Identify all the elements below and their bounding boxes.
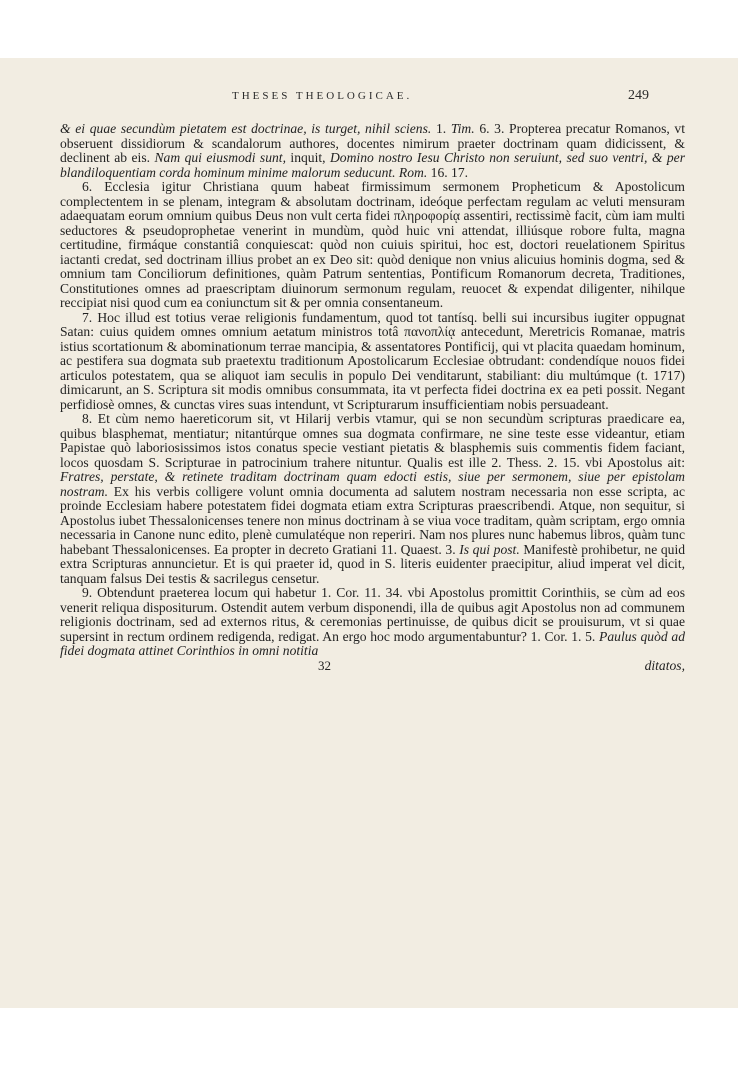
body-text xyxy=(60,122,685,674)
quote-text: Fratres, perstate, & retinete traditam doctrinam quam edocti estis, siue per sermonem, siue per epistolam nostram. xyxy=(60,469,685,499)
running-title: THESES THEOLOGICAE. xyxy=(232,90,413,102)
quote-text: Domino nostro Iesu Christo non seruiunt, sed suo ventri, & per blandiloquentiam corda hominum minime malorum seducunt. Rom. xyxy=(60,150,685,180)
paragraph-text: 8. Et cùm nemo haereticorum sit, vt Hilarij verbis vtamur, qui se non secundùm scripturas praedicare ea, quibus blasphemat, mentiatur; nitantúrque omnes sua dogmata confirmare, ne sine teste esse videantur, etiam Papistae quò laboriosissimos istos conatus specie vestiant pietatis & blasphemis suis commentis fidem faciant, locos quosdam S. Scripturae in patrocinium trahere nituntur. Qualis est ille 2. Thess. 2. 15. vbi Apostolus ait: xyxy=(60,411,685,470)
quote-text: Nam qui eiusmodi sunt, xyxy=(154,150,286,165)
quote-text: Is qui post. xyxy=(459,541,520,557)
page-footer xyxy=(60,659,685,674)
paragraph-continuation xyxy=(60,122,685,180)
page-number: 249 xyxy=(628,88,649,103)
ref-text: 16. 17. xyxy=(427,164,469,180)
paragraph-text: 9. Obtendunt praeterea locum qui habetur 1. Cor. 11. 34. vbi Apostolus promittit Corinthiis, se cùm ad eos venerit reliqua dispositurum. Ostendit autem verbum disponendi, illa de quibus agit Apostolus non ad communem religionis doctrinam, sed ad externos ritus, & ceremonias pertinuisse, de quibus dicit se prouisurum, vt si quae supersint in rectum ordinem redigenda, redigat. An ergo hoc modo argumentabuntur? 1. Cor. 1. 5. xyxy=(60,585,685,644)
paragraph-text: inquit, xyxy=(285,150,330,165)
paragraph-text: Manifestè prohibetur, ne quid extra Scripturas annuncietur. Et is qui praeter id, quod in S. literis euidenter praecipitur, aliud imperat vel dicit, tanquam falsus Dei testis & sacrilegus censetur. xyxy=(60,541,686,586)
running-head xyxy=(0,90,738,110)
signature-mark: 32 xyxy=(318,657,331,673)
paragraph-6: 6. Ecclesia igitur Christiana quum habeat firmissimum sermonem Propheticum & Apostolicum complectentem in se plenam, integram & absolutam doctrinam, ideóque perfectam regulam ac veluti mensuram adaequatam eorum omnium quibus Deus non vult certa fidei πληροφορίᾳ assentiri, rectissimè facit, cùm iam multi seductores & pseudoprophetae venerint in mundùm, quòd huic vni attendat, illiúsque robore fulta, magna certitudine, firmáque constantiâ conquiescat: quòd non cuiuis spiritui, hoc est, doctori reuelationem Spiritus iactanti credat, sed doctrinam illius probet an ex Deo sit: quòd denique non vnius alicuius hominis dogma, sed & omnium tam Conciliorum definitiones, quàm Patrum sententias, Pontificum Romanorum decreta, Traditiones, Constitutiones omnes ad praescriptam diuinorum sermonum regulam, reuocet & expendat diligenter, nihilque reccipiat nisi quod cum ea coniunctum sit & per omnia consentaneum. xyxy=(60,179,685,310)
top-margin xyxy=(0,0,738,58)
paragraph-7: 7. Hoc illud est totius verae religionis fundamentum, quod tot tantísq. belli sui incursibus iugiter oppugnat Satan: cuius quidem omnes omnium aetatum ministros totâ πανοπλίᾳ antecedunt, Meretricis Romanae, matris istius scortationum & abominationum terrae mancipia, & assentatores Pontificij, qui vt placita quaedam hominum, ac pestifera sua dogmata sub praetextu traditionum Apostolicarum Ecclesiae obtrudant: condendíque nouos fidei articulos potestatem, qua se aliquot iam seculis in populo Dei venditarunt, stabiliant: diu multúmque (t. 1717) dimicarunt, an S. Scriptura sit modis omnibus consummata, ita vt perfecta fidei doctrina ex ea peti possit. Negant perfidiosè omnes, & cunctas vires suas intendunt, vt Scripturarum insufficientiam nobis persuadeant. xyxy=(60,309,685,412)
quote-text: Paulus quòd ad fidei dogmata attinet Corinthios in omni notitia xyxy=(60,628,685,658)
paragraph-8 xyxy=(60,412,685,586)
catchword: ditatos, xyxy=(644,657,685,673)
paragraph-9 xyxy=(60,586,685,659)
paragraph-text: Ex his verbis colligere volunt omnia documenta ad salutem nostram necessaria non esse scripta, ac proinde Ecclesiam habere potestatem fidei dogmata etiam extra Scripturas praescribendi. Atque, non sequitur, si Apostolus iubet Thessalonicenses tenere non minus doctrinam à se viua voce traditam, quàm scriptam, ergo omnia necessaria in Canone nunc edito, plenè cumulatéque non reperiri. Nam nos plures nunc habemus libros, quàm tunc habebant Thessalonicenses. Ea propter in decreto Gratiani 11. Quaest. 3. xyxy=(60,483,685,557)
page xyxy=(0,58,738,1008)
quote-text: & ei quae secundùm pietatem est doctrinae, is turget, nihil sciens. xyxy=(60,121,432,136)
ref-book: Tim. xyxy=(450,121,475,136)
paragraph-text: 6. 3. Propterea precatur Romanos, vt obseruent dissidiorum & scandalorum authores, docentes nimirum praeter doctrinam quam didicissent, & declinent ab eis. xyxy=(60,121,685,165)
ref-text: 1. xyxy=(431,121,451,136)
bottom-margin xyxy=(0,1008,738,1068)
